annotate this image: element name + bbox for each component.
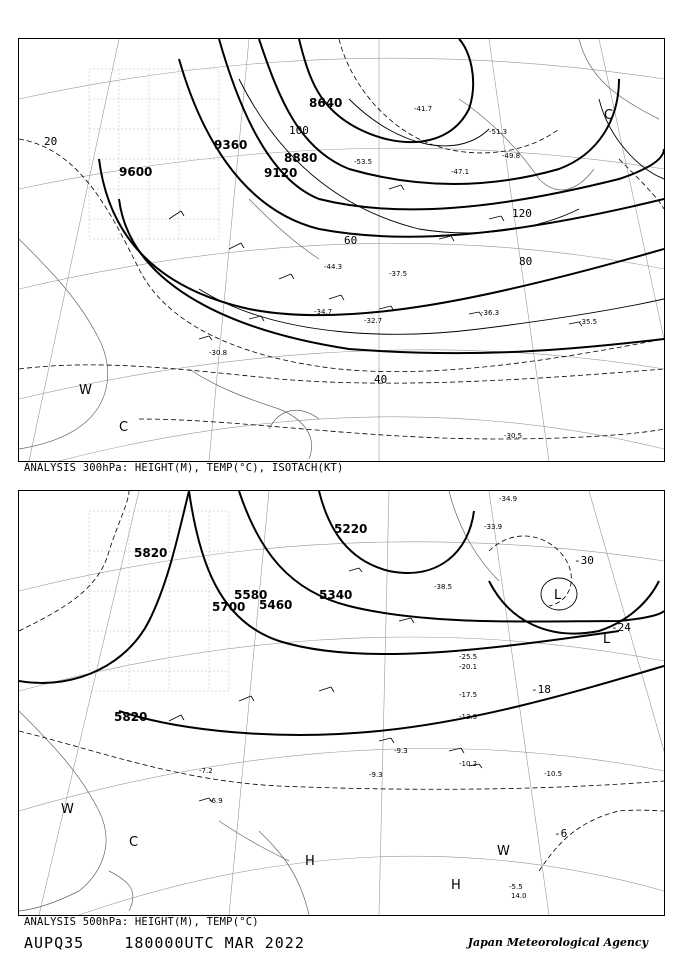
station-value: -25.5	[459, 653, 478, 661]
station-value: -36.3	[481, 309, 500, 317]
station-value: -10.2	[459, 760, 478, 768]
height-label: 9600	[119, 165, 153, 179]
station-value: -47.1	[451, 168, 470, 176]
low-center-symbol: L	[554, 588, 562, 603]
height-label: 9360	[214, 138, 248, 152]
station-value: -6.9	[209, 797, 223, 805]
map-500hpa-panel	[18, 490, 665, 916]
temp-contour-label: -18	[531, 683, 551, 696]
high-center-symbol: H	[451, 878, 461, 893]
station-value: -10.5	[544, 770, 563, 778]
station-value: -17.5	[459, 691, 478, 699]
station-value: -44.3	[324, 263, 343, 271]
station-value: -30.5	[504, 432, 523, 440]
hatch-region	[89, 69, 219, 239]
height-label: 5340	[319, 588, 353, 602]
station-value: -51.3	[489, 128, 508, 136]
high-center-symbol: H	[305, 854, 315, 869]
analysis-time: 180000UTC MAR 2022	[124, 934, 305, 952]
warm-center-symbol: W	[497, 844, 510, 859]
station-value: -13.9	[459, 713, 478, 721]
station-value: -9.3	[369, 771, 383, 779]
map-500hpa-canvas	[19, 491, 664, 915]
height-label: 8640	[309, 96, 343, 110]
height-label: 5460	[259, 598, 293, 612]
station-value: -32.7	[364, 317, 383, 325]
isotach-label: 120	[512, 207, 532, 220]
temperature-contours	[19, 491, 664, 871]
map-300hpa-canvas	[19, 39, 664, 461]
height-label: 5820	[114, 710, 148, 724]
isotach-label: 40	[374, 373, 388, 386]
station-value: -34.7	[314, 308, 333, 316]
station-value: -41.7	[414, 105, 433, 113]
map-300hpa-panel	[18, 38, 665, 462]
height-label: 5820	[134, 546, 168, 560]
station-value: -30.8	[209, 349, 228, 357]
height-label: 9120	[264, 166, 298, 180]
coastline	[19, 491, 499, 915]
station-value: -53.5	[354, 158, 373, 166]
temp-contour-label: -30	[574, 554, 594, 567]
station-value: -9.3	[394, 747, 408, 755]
cold-center-symbol: C	[604, 108, 614, 123]
agency-name: Japan Meteorological Agency	[467, 936, 648, 949]
station-value: -38.5	[434, 583, 453, 591]
temp-contour-label: -24	[611, 621, 631, 634]
cold-center-symbol: C	[119, 420, 129, 435]
station-value: -37.5	[389, 270, 408, 278]
warm-center-symbol: W	[79, 383, 92, 398]
station-value: 14.0	[511, 892, 527, 900]
height-label: 8880	[284, 151, 318, 165]
height-label: 5580	[234, 588, 268, 602]
bulletin-code: AUPQ35	[24, 934, 85, 952]
temp-contour-label: -6	[554, 827, 568, 840]
isotach-label: 100	[289, 124, 309, 137]
station-value: -49.8	[502, 152, 521, 160]
chart-identifier	[24, 934, 305, 952]
isotach-label: 20	[44, 135, 58, 148]
station-value: -34.9	[499, 495, 518, 503]
station-value: -7.2	[199, 767, 213, 775]
caption-500hpa: ANALYSIS 500hPa: HEIGHT(M), TEMP(°C)	[24, 916, 259, 928]
height-contours	[99, 39, 664, 353]
station-value: -20.1	[459, 663, 478, 671]
height-label: 5220	[334, 522, 368, 536]
cold-center-symbol: C	[129, 835, 139, 850]
isotach-label: 60	[344, 234, 358, 247]
height-label: 5700	[212, 600, 246, 614]
graticule	[19, 491, 664, 915]
warm-center-symbol: W	[61, 802, 74, 817]
low-center-symbol: L	[603, 632, 611, 647]
caption-300hpa: ANALYSIS 300hPa: HEIGHT(M), TEMP(°C), ISOTACH(KT)	[24, 462, 344, 474]
station-value: -35.5	[579, 318, 598, 326]
isotach-label: 80	[519, 255, 533, 268]
station-value: -5.5	[509, 883, 523, 891]
station-value: -33.9	[484, 523, 503, 531]
